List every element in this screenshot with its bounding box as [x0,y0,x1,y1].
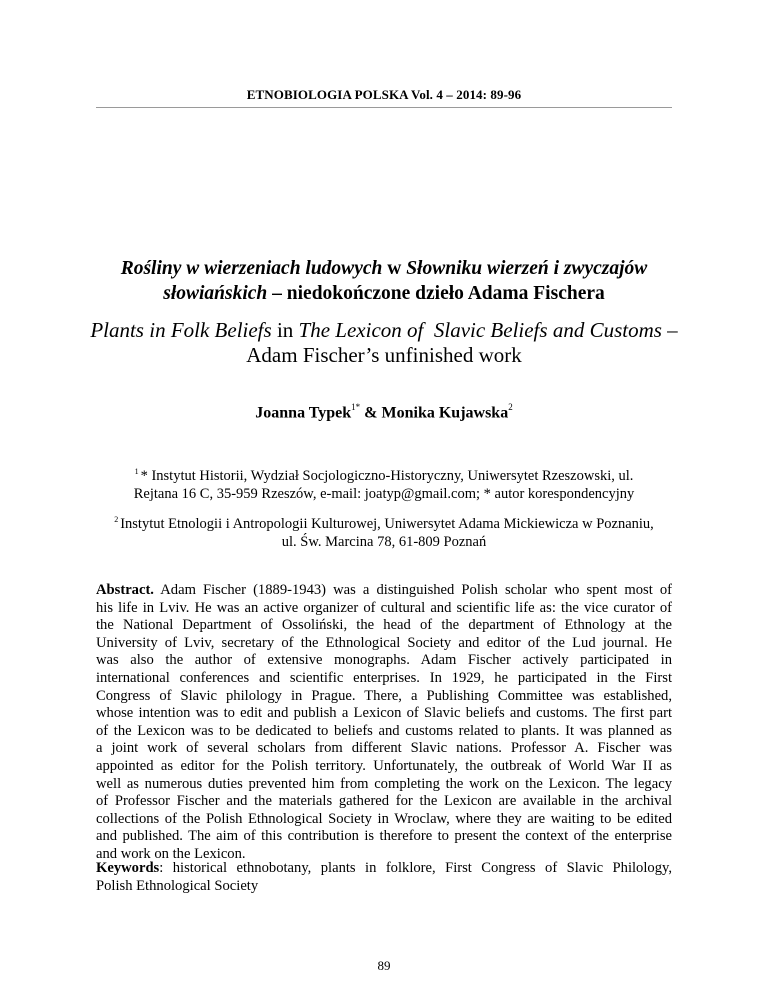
abstract-line: whose intention was to edit and publish a Lexicon of Slavic beliefs and customs. The first part [96,705,672,722]
title-english [80,318,688,368]
title-english-line-2: Adam Fischer’s unfinished work [246,343,522,367]
affiliation-1 [96,463,672,503]
author-name: Monika Kujawska [381,404,509,422]
title-polish-line-2 [80,281,688,306]
abstract-line: was also the author of extensive monographs. Adam Fischer actively participated in [96,652,672,669]
abstract-line: collections of the Polish Ethnological Society in Wroclaw, where they are waiting to be edited [96,810,672,827]
header-rule [96,107,672,108]
title-polish-seg: Rośliny w wierzeniach ludowych [120,258,383,279]
keywords-label: Keywords [96,860,160,876]
abstract-line [96,582,672,600]
title-english-seg: The Lexicon of Slavic Beliefs and Customs [298,318,662,342]
keywords-text: : historical ethnobotany, plants in folklore, First Congress of Slavic Philology, [159,860,672,876]
abstract-text: Adam Fischer (1889-1943) was a distinguished Polish scholar who spent most of [153,582,672,598]
abstract-line: of Professor Fischer and the materials gathered for the Lexicon are available in the archival [96,793,672,810]
title-polish-seg: w [382,258,407,279]
abstract-line: a joint work of several scholars from different Slavic nations. Professor A. Fischer was [96,740,672,757]
title-polish-line-1 [80,256,688,281]
abstract-line: of the Lexicon was to be dedicated to beliefs and customs related to plants. It was planned as [96,722,672,739]
author-name: Joanna Typek [255,404,352,422]
abstract-line: appointed as editor for the Polish territory. Unfortunately, the outbreak of World War II as [96,757,672,774]
abstract-line: Congress of Slavic philology in Prague. There, a Publishing Committee was established, [96,687,672,704]
affiliation-mark: 2 [114,515,119,524]
abstract-label: Abstract. [96,582,154,598]
title-english-line-1 [80,318,688,343]
affiliation-mark: 1 [134,467,139,476]
title-english-seg: – [661,318,678,342]
author-affiliation-mark: 1* [351,402,361,412]
abstract-line: well as numerous duties prevented him from completing the work on the Lexicon. The legacy [96,775,672,792]
page-number: 89 [377,958,391,973]
abstract-line: the National Department of Ossoliński, the head of the department of Ethnology at the [96,617,672,634]
affiliation-text: * Instytut Historii, Wydział Socjologiczno-Historyczny, Uniwersytet Rzeszowski, ul. [140,468,634,484]
title-polish-seg: – niedokończone dzieło Adama Fischera [267,283,605,304]
abstract-line: and work on the Lexicon. [96,845,246,862]
affiliation-line [96,511,672,533]
author-affiliation-mark: 2 [508,402,513,412]
abstract-line: University of Lviv, secretary of the Ethnological Society and editor of the Lud journal. He [96,634,672,651]
abstract-line: his life in Lviv. He was an active organizer of cultural and scientific life as: the vice curator of [96,599,672,616]
abstract [96,582,672,864]
affiliation-line: Rejtana 16 C, 35-959 Rzeszów, e-mail: joatyp@gmail.com; * autor korespondencyjny [133,486,635,502]
title-english-seg: in [271,318,299,342]
title-polish-seg: słowiańskich [163,283,268,304]
abstract-line: and published. The aim of this contribution is therefore to present the context of the enterprise [96,828,672,845]
title-english-seg: Plants in Folk Beliefs [90,318,272,342]
affiliation-line: ul. Św. Marcina 78, 61-809 Poznań [281,534,487,550]
title-polish [80,256,688,306]
affiliation-2 [96,511,672,551]
title-polish-seg: Słowniku wierzeń i zwyczajów [406,258,648,279]
author-separator: & [360,404,382,422]
affiliation-line [96,463,672,485]
keywords [96,860,672,895]
running-header: ETNOBIOLOGIA POLSKA Vol. 4 – 2014: 89-96 [246,87,522,102]
keywords-line: Polish Ethnological Society [96,877,259,894]
abstract-line: international conferences and scientific enterprises. In 1929, he participated in the First [96,669,672,686]
author-line [96,403,672,422]
keywords-line [96,860,672,878]
affiliation-text: Instytut Etnologii i Antropologii Kulturowej, Uniwersytet Adama Mickiewicza w Poznaniu, [120,516,654,532]
